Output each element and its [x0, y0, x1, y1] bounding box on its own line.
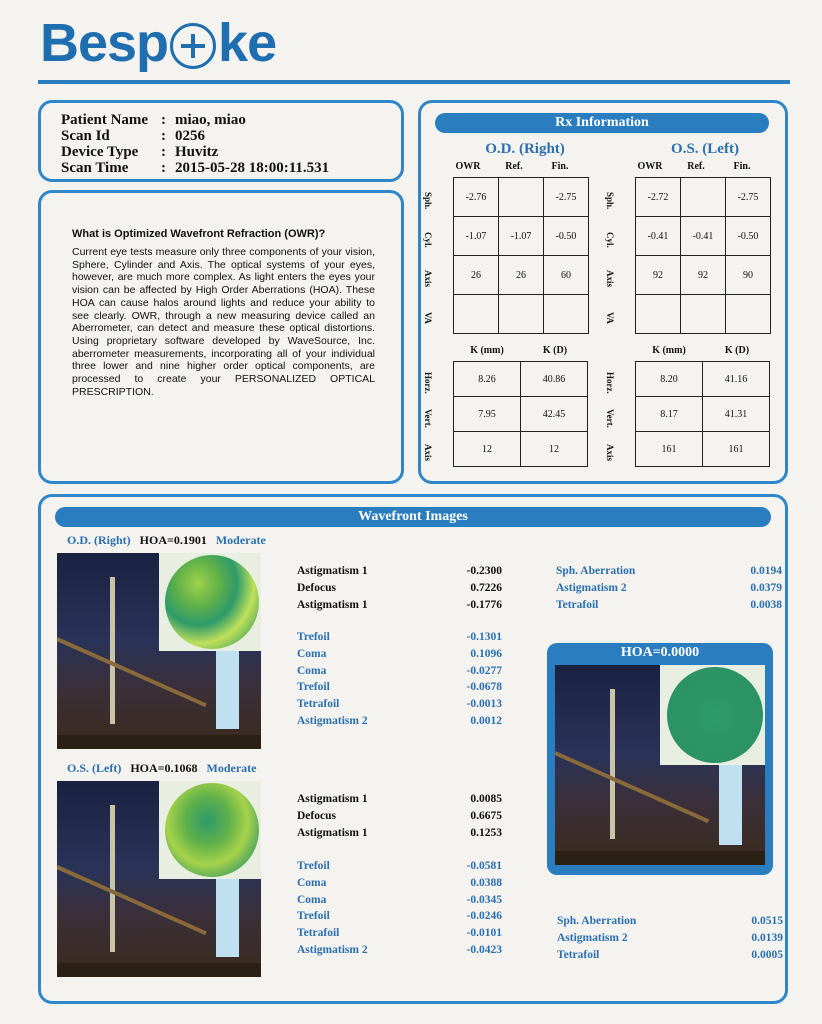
od-refraction-cell: -0.50 [544, 217, 589, 256]
od-refraction-table [453, 177, 589, 334]
od-high-coefficient-name: Trefoil [297, 681, 330, 694]
os-high-coefficient-row [297, 875, 502, 892]
os-title: O.S. (Left) [671, 141, 739, 157]
od-keratometry-cell: 42.45 [521, 397, 588, 432]
lit-building [719, 761, 742, 845]
od-col-header: OWR [455, 161, 481, 172]
ideal-simulated-vision-image [555, 665, 765, 865]
os-refraction-cell: -2.75 [726, 178, 771, 217]
os-col-header: Fin. [733, 161, 751, 172]
od-low-coefficient-value: -0.1776 [466, 598, 502, 611]
owr-body: Current eye tests measure only three components of your vision, Sphere, Cylinder and Axis. The optical systems of your eyes, however, are much more complex. As light enters the eyes your vision can be affected by High Order Aberrations (HOA). These HOA can cause halos around lights and reduce your ability to see clearly. OWR, through a new measuring device called an Aberrometer, can detect and measure these optical distortions. Using proprietary software developed by WaveSource, Inc. aberrometer measurements, incorporating all of your individual three lower and nine higher order optical components, are processed to create your PERSONALIZED OPTICAL PRESCRIPTION. [72, 246, 375, 398]
od-high-coefficient-name: Coma [297, 647, 327, 660]
od-high-coefficient-value: 0.0012 [470, 715, 502, 727]
od-row-label: Sph. [423, 192, 433, 210]
os-high-coefficient-value: -0.0101 [466, 927, 502, 940]
os-side-coefficient-row [557, 947, 783, 964]
os-k-row-label: Horz. [605, 372, 615, 394]
os-high-coefficient-name: Tetrafoil [297, 927, 340, 940]
os-low-coefficient-value: 0.1253 [470, 826, 502, 839]
os-high-coefficient-name: Coma [297, 893, 327, 906]
os-low-coefficient-name: Astigmatism 1 [297, 826, 368, 839]
os-row-label: Sph. [605, 192, 615, 210]
od-refraction-cell [499, 178, 544, 217]
od-refraction-cell [544, 295, 589, 334]
od-k-row-label: Axis [423, 444, 433, 462]
os-keratometry-cell: 41.31 [703, 397, 770, 432]
os-keratometry-row [636, 432, 770, 467]
wavefront-box [38, 494, 788, 1004]
os-low-coefficient-row [297, 825, 502, 842]
bridge-tower [110, 577, 115, 724]
os-high-coefficient-value: -0.0246 [466, 910, 502, 923]
os-keratometry-row [636, 397, 770, 432]
os-high-coefficient-value: -0.0345 [466, 893, 502, 906]
os-keratometry-cell: 8.17 [636, 397, 703, 432]
os-low-coefficient-name: Astigmatism 1 [297, 793, 368, 805]
od-refraction-cell: -1.07 [454, 217, 499, 256]
od-row-label: Cyl. [423, 232, 433, 248]
os-keratometry-table [635, 361, 770, 467]
os-low-coefficient-row [297, 791, 502, 808]
od-keratometry-cell: 7.95 [454, 397, 521, 432]
od-side-coefficient-name: Astigmatism 2 [556, 581, 627, 594]
wavefront-title: Wavefront Images [55, 507, 771, 527]
os-refraction-cell: 90 [726, 256, 771, 295]
od-low-coefficient-value: -0.2300 [466, 565, 502, 577]
os-col-header: Ref. [687, 161, 705, 172]
od-low-coefficient-row [297, 563, 502, 580]
os-refraction-row [636, 178, 771, 217]
od-side-coefficient-value: 0.0194 [750, 565, 782, 577]
od-keratometry-row [454, 432, 588, 467]
od-k-col-header: K (D) [542, 345, 568, 356]
od-keratometry-cell: 40.86 [521, 362, 588, 397]
od-high-coefficient-row [297, 696, 502, 713]
os-high-coefficient-row [297, 925, 502, 942]
scan-id-row: Scan Id : 0256 [61, 128, 205, 144]
od-title: O.D. (Right) [485, 141, 565, 157]
os-refraction-cell [681, 295, 726, 334]
os-keratometry-cell: 161 [703, 432, 770, 467]
bridge-tower [610, 689, 615, 839]
wavefront-map-icon [667, 667, 763, 763]
patient-name-row: Patient Name : miao, miao [61, 112, 246, 128]
od-refraction-cell: 26 [454, 256, 499, 295]
os-high-coefficient-name: Trefoil [297, 860, 330, 872]
ideal-hoa-panel [547, 643, 773, 875]
od-high-coefficient-value: -0.0277 [466, 664, 502, 677]
os-keratometry-cell: 161 [636, 432, 703, 467]
os-side-coefficient-row [557, 930, 783, 947]
device-type-row: Device Type : Huvitz [61, 144, 219, 160]
od-side-coefficient-row [556, 597, 782, 614]
riverbank [57, 735, 261, 749]
wavefront-map-icon [165, 783, 259, 877]
os-refraction-table [635, 177, 771, 334]
od-refraction-row [454, 217, 589, 256]
od-high-coefficient-row [297, 663, 502, 680]
od-refraction-cell [454, 295, 499, 334]
os-high-coefficient-row [297, 892, 502, 909]
os-side-coefficient-row [557, 913, 783, 930]
os-side-coefficient-value: 0.0515 [751, 915, 783, 927]
scan-time-row: Scan Time : 2015-05-28 18:00:11.531 [61, 160, 330, 176]
od-k-row-label: Vert. [423, 408, 433, 428]
os-high-coefficient-value: 0.0388 [470, 876, 502, 889]
header-rule [38, 80, 790, 84]
os-keratometry-cell: 8.20 [636, 362, 703, 397]
os-k-row-label: Axis [605, 444, 615, 462]
od-row-label: VA [423, 312, 433, 324]
od-refraction-cell: 26 [499, 256, 544, 295]
os-high-coefficient-value: -0.0423 [466, 944, 502, 956]
os-low-coefficient-row [297, 808, 502, 825]
od-high-coefficient-value: -0.0678 [466, 681, 502, 694]
os-refraction-cell: -0.50 [726, 217, 771, 256]
od-refraction-cell: -1.07 [499, 217, 544, 256]
bridge-tower [110, 805, 115, 952]
od-refraction-row [454, 256, 589, 295]
riverbank [57, 963, 261, 977]
logo-text-left: Besp [40, 13, 169, 73]
os-refraction-cell: -2.72 [636, 178, 681, 217]
os-refraction-row [636, 295, 771, 334]
od-high-coefficient-row [297, 629, 502, 646]
os-high-coefficient-row [297, 908, 502, 925]
od-k-row-label: Horz. [423, 372, 433, 394]
os-side-coefficient-name: Astigmatism 2 [557, 931, 628, 944]
od-col-header: Fin. [551, 161, 569, 172]
od-refraction-cell: -2.75 [544, 178, 589, 217]
od-high-coefficient-name: Tetrafoil [297, 698, 340, 711]
os-side-coefficient-value: 0.0005 [751, 948, 783, 961]
os-simulated-vision-image [57, 781, 261, 977]
od-high-coefficient-name: Trefoil [297, 631, 330, 643]
os-high-coefficient-name: Coma [297, 876, 327, 889]
riverbank [555, 851, 765, 865]
od-refraction-cell: 60 [544, 256, 589, 295]
owr-info-box [38, 190, 404, 484]
os-refraction-cell: -0.41 [681, 217, 726, 256]
os-refraction-cell: -0.41 [636, 217, 681, 256]
od-refraction-cell: -2.76 [454, 178, 499, 217]
od-refraction-row [454, 295, 589, 334]
od-side-coefficient-value: 0.0379 [750, 581, 782, 594]
os-low-coefficient-name: Defocus [297, 809, 336, 822]
od-side-coefficient-name: Sph. Aberration [556, 565, 636, 577]
od-keratometry-row [454, 362, 588, 397]
od-wavefront-header: O.D. (Right) HOA=0.1901 Moderate [67, 533, 266, 547]
os-refraction-row [636, 256, 771, 295]
od-high-coefficient-value: -0.1301 [466, 631, 502, 643]
od-high-coefficient-value: 0.1096 [470, 647, 502, 660]
lit-building [216, 875, 238, 957]
od-low-coefficient-name: Defocus [297, 581, 336, 594]
od-keratometry-row [454, 397, 588, 432]
os-side-coefficient-name: Tetrafoil [557, 948, 600, 961]
os-high-coefficient-value: -0.0581 [466, 860, 502, 872]
od-low-coefficient-row [297, 580, 502, 597]
od-keratometry-cell: 12 [521, 432, 588, 467]
od-keratometry-cell: 12 [454, 432, 521, 467]
os-refraction-cell [726, 295, 771, 334]
os-refraction-cell: 92 [636, 256, 681, 295]
od-simulated-vision-image [57, 553, 261, 749]
os-high-coefficient-row [297, 942, 502, 959]
od-low-coefficient-name: Astigmatism 1 [297, 565, 368, 577]
od-high-coefficient-value: -0.0013 [466, 698, 502, 711]
od-side-coefficient-row [556, 563, 782, 580]
od-high-coefficient-row [297, 679, 502, 696]
os-high-coefficient-name: Trefoil [297, 910, 330, 923]
od-side-coefficient-value: 0.0038 [750, 598, 782, 611]
os-side-coefficient-value: 0.0139 [751, 931, 783, 944]
os-side-coefficient-name: Sph. Aberration [557, 915, 637, 927]
od-refraction-cell [499, 295, 544, 334]
patient-info-list [61, 112, 329, 176]
od-high-coefficient-row [297, 713, 502, 730]
od-high-coefficient-row [297, 646, 502, 663]
os-row-label: Cyl. [605, 232, 615, 248]
lit-building [216, 647, 238, 729]
os-row-label: Axis [605, 270, 615, 288]
rx-title: Rx Information [435, 113, 769, 133]
od-row-label: Axis [423, 270, 433, 288]
patient-info-box [38, 100, 404, 182]
os-col-header: OWR [637, 161, 663, 172]
od-high-coefficient-name: Astigmatism 2 [297, 715, 368, 727]
od-low-coefficient-row [297, 597, 502, 614]
od-keratometry-cell: 8.26 [454, 362, 521, 397]
od-refraction-row [454, 178, 589, 217]
od-low-coefficient-name: Astigmatism 1 [297, 598, 368, 611]
od-side-coefficient-name: Tetrafoil [556, 598, 599, 611]
os-refraction-row [636, 217, 771, 256]
od-high-coefficient-name: Coma [297, 664, 327, 677]
logo-text-right: ke [218, 13, 277, 73]
os-refraction-cell [681, 178, 726, 217]
os-refraction-cell [636, 295, 681, 334]
od-side-coefficient-row [556, 580, 782, 597]
os-refraction-cell: 92 [681, 256, 726, 295]
os-k-row-label: Vert. [605, 408, 615, 428]
os-low-coefficient-value: 0.6675 [470, 809, 502, 822]
os-keratometry-cell: 41.16 [703, 362, 770, 397]
od-low-coefficient-value: 0.7226 [470, 581, 502, 594]
os-keratometry-row [636, 362, 770, 397]
od-col-header: Ref. [505, 161, 523, 172]
rx-info-box [418, 100, 788, 484]
od-keratometry-table [453, 361, 588, 467]
od-k-col-header: K (mm) [470, 345, 504, 356]
os-low-coefficient-value: 0.0085 [470, 793, 502, 805]
os-high-coefficient-row [297, 858, 502, 875]
os-row-label: VA [605, 312, 615, 324]
os-high-coefficient-name: Astigmatism 2 [297, 944, 368, 956]
ideal-hoa-value: HOA=0.0000 [620, 645, 700, 660]
wavefront-map-icon [165, 555, 259, 649]
os-wavefront-header: O.S. (Left) HOA=0.1068 Moderate [67, 761, 257, 775]
os-k-col-header: K (mm) [652, 345, 686, 356]
bespoke-logo [40, 12, 276, 74]
os-k-col-header: K (D) [724, 345, 750, 356]
plus-circle-icon [170, 23, 216, 69]
owr-title: What is Optimized Wavefront Refraction (OWR)? [72, 228, 326, 240]
